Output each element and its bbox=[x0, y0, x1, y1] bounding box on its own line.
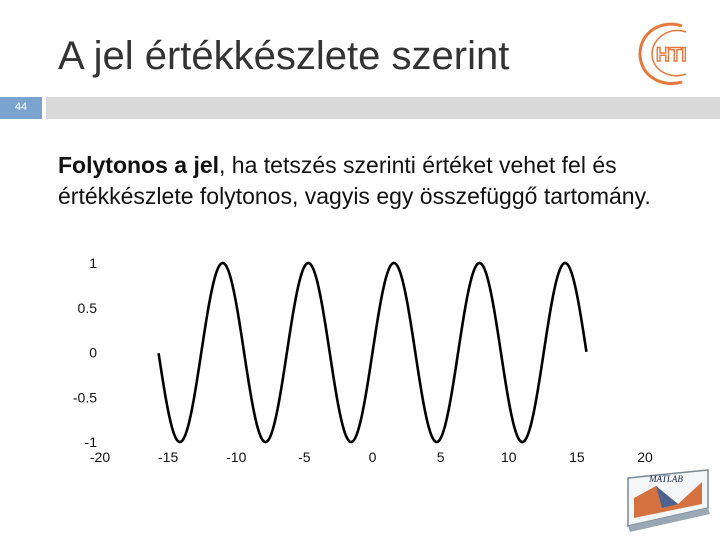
x-tick-label: 10 bbox=[500, 449, 517, 465]
x-tick-label: 20 bbox=[637, 449, 653, 465]
x-tick-label: -20 bbox=[89, 449, 111, 465]
y-tick-label: 0 bbox=[89, 344, 97, 361]
sine-chart bbox=[60, 250, 660, 470]
x-tick-label: -5 bbox=[298, 449, 311, 465]
matlab-logo-icon bbox=[620, 468, 712, 532]
svg-text:MATLAB: MATLAB bbox=[649, 474, 683, 484]
y-tick-label: 1 bbox=[89, 255, 97, 271]
x-tick-label: 0 bbox=[368, 449, 377, 465]
body-paragraph bbox=[58, 150, 688, 212]
x-tick-label: -15 bbox=[158, 449, 179, 465]
y-tick-label: -1 bbox=[84, 434, 97, 450]
x-tick-label: 5 bbox=[436, 449, 445, 465]
y-tick-label: 0.5 bbox=[77, 299, 97, 316]
hti-logo-icon bbox=[632, 14, 706, 94]
y-tick-label: -0.5 bbox=[72, 389, 97, 406]
sine-series-line bbox=[159, 263, 587, 442]
slide-number: 44 bbox=[14, 101, 28, 113]
slide-title: A jel értékkészlete szerint bbox=[58, 34, 510, 78]
svg-text:HTI: HTI bbox=[656, 45, 687, 66]
x-tick-label: -10 bbox=[226, 449, 247, 465]
bold-term: Folytonos a jel bbox=[58, 152, 220, 178]
header-rule bbox=[46, 97, 720, 119]
x-tick-label: 15 bbox=[569, 449, 585, 465]
body-text-rest: , ha tetszés szerinti értéket vehet fel és értékkészlete folytonos, vagyis egy összefüggő tartomány. bbox=[58, 152, 651, 209]
